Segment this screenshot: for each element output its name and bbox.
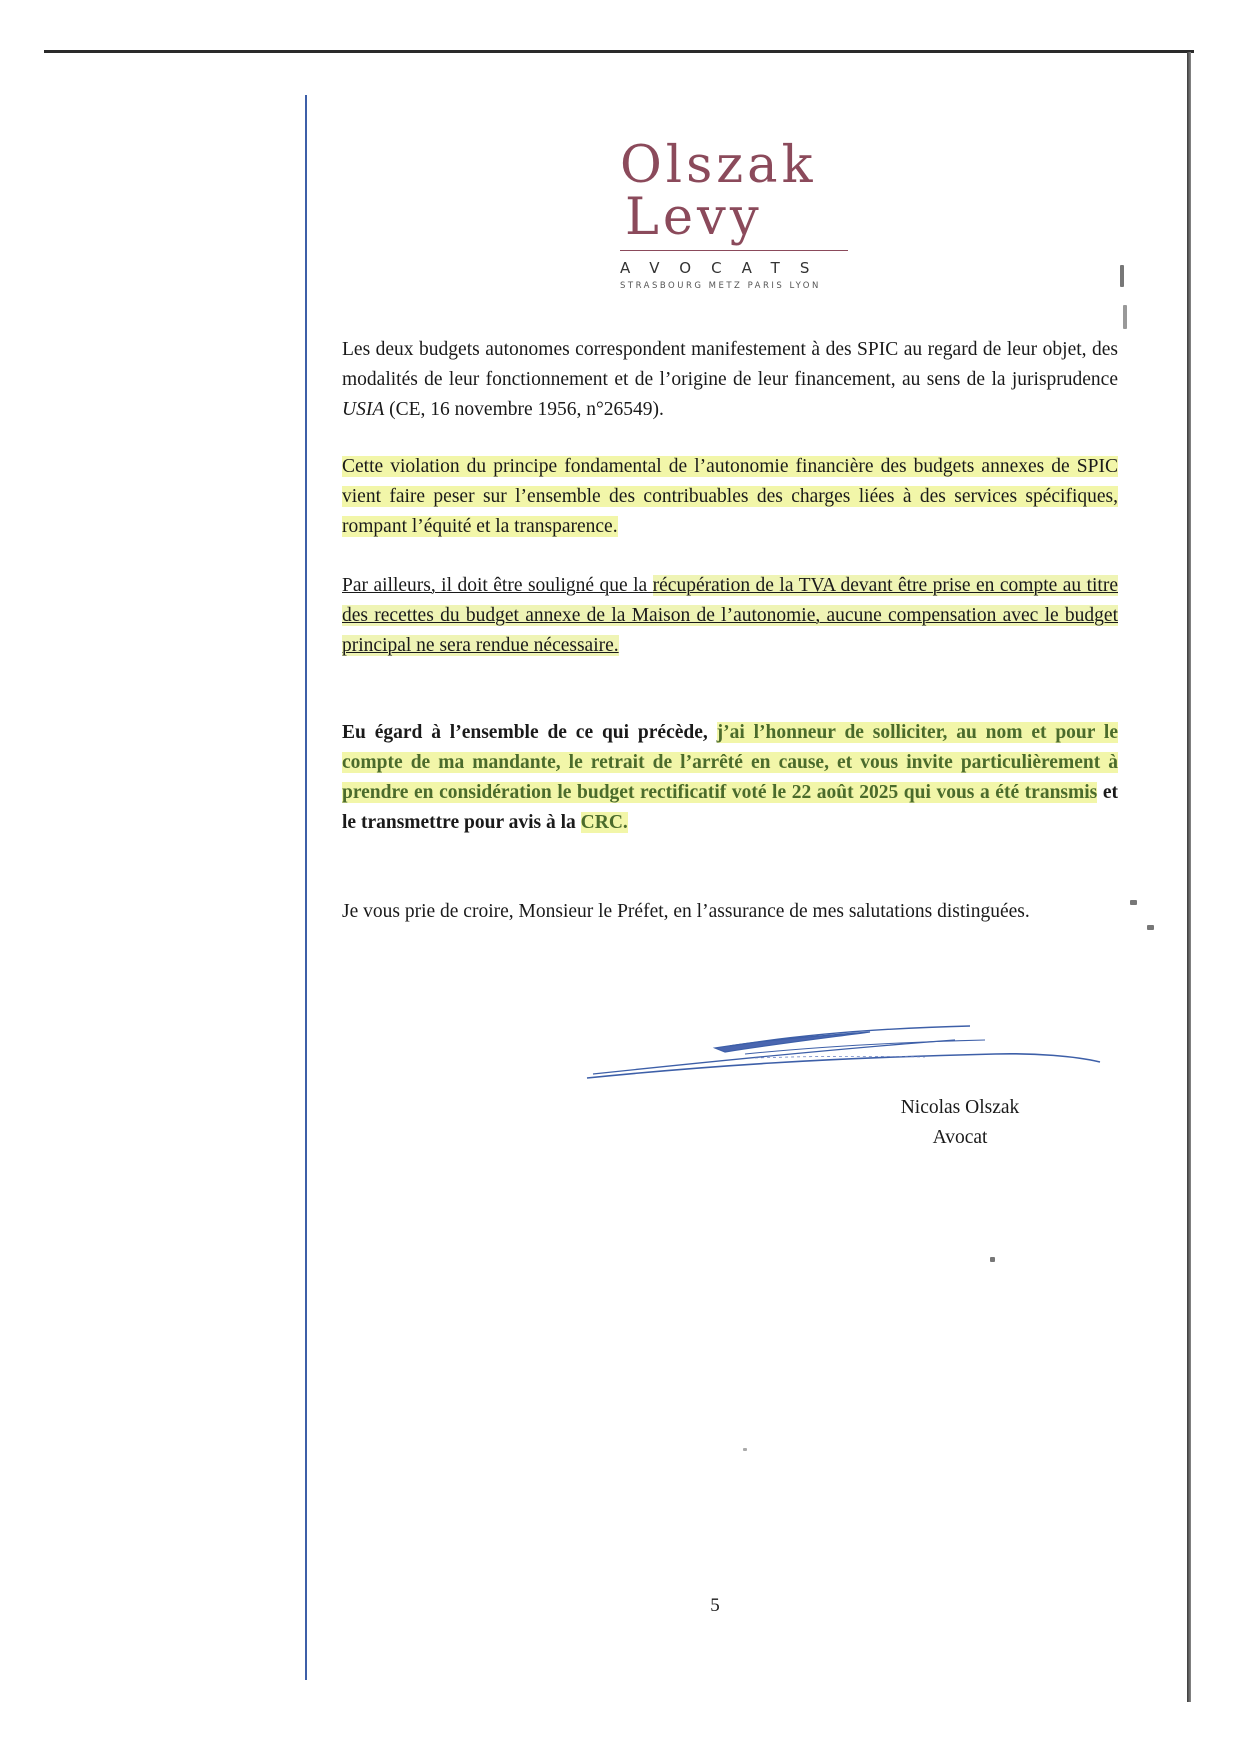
paragraph-closing: Je vous prie de croire, Monsieur le Préfet, en l’assurance de mes salutations distinguées. <box>342 901 1030 922</box>
paragraph-violation <box>342 452 1118 542</box>
scan-border-right <box>1187 52 1191 1702</box>
request-highlighted-text: j’ai l’honneur de solliciter, au nom et pour le compte de ma mandante, le retrait de l’arrêté en cause, et vous invite particulièrement à prendre en considération le budget rectificatif voté le 22 août 2025 qui vous a été transmis <box>342 722 1118 803</box>
scan-mark <box>1130 900 1137 905</box>
signatory-title: Avocat <box>932 1127 988 1148</box>
highlighted-underlined-text: récupération de la TVA devant être prise en compte au titre des recettes du budget annexe de la Maison de l’autonomie, aucune compensation avec le budget principal ne sera rendue nécessaire. <box>342 575 1118 656</box>
handwritten-signature <box>585 1010 1105 1090</box>
highlighted-text: Cette violation du principe fondamental de l’autonomie financière des budgets annexes de SPIC vient faire peser sur l’ensemble des contribuables des charges liées à des services spécifiques, rompant l’équité et la transparence. <box>342 456 1118 537</box>
signatory-name: Nicolas Olszak <box>900 1097 1020 1118</box>
request-crc: CRC. <box>580 812 628 833</box>
page-number: 5 <box>710 1595 720 1616</box>
logo-rule <box>620 250 848 251</box>
case-reference: (CE, 16 novembre 1956, n°26549). <box>384 399 664 420</box>
logo-subtitle: AVOCATS <box>620 259 830 277</box>
scan-mark <box>743 1448 747 1451</box>
paragraph-spic <box>342 335 1118 425</box>
logo-name-line2: Levy <box>625 188 763 247</box>
signatory-block <box>870 1093 1050 1153</box>
logo-name-line1: Olszak <box>620 136 817 195</box>
margin-line <box>305 95 307 1680</box>
scan-border-top <box>44 50 1194 53</box>
request-intro: Eu égard à l’ensemble de ce qui précède, <box>342 722 717 743</box>
scan-mark <box>990 1257 995 1262</box>
case-name: USIA <box>342 399 385 420</box>
paragraph-request <box>342 718 1118 838</box>
scan-mark <box>1147 925 1154 930</box>
paragraph-spic-text: Les deux budgets autonomes correspondent manifestement à des SPIC au regard de leur objet, des modalités de leur fonctionnement et de l’origine de leur financement, au sens de la jurisprudence <box>342 339 1118 390</box>
scan-mark <box>1123 305 1127 329</box>
logo-cities: STRASBOURG METZ PARIS LYON <box>620 281 821 291</box>
paragraph-tva <box>342 571 1118 661</box>
letterhead-logo <box>620 136 855 291</box>
underlined-text: Par ailleurs, il doit être souligné que la <box>342 575 653 596</box>
request-middle: et le transmettre pour avis à la <box>342 782 1118 833</box>
scan-mark <box>1120 265 1124 287</box>
